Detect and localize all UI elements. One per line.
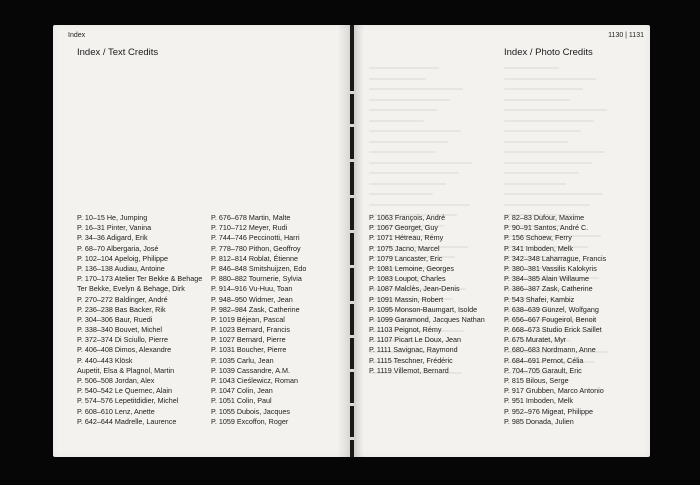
- credit-entry: P. 34–36 Adigard, Erik: [77, 233, 148, 243]
- credit-entry: Ter Bekke, Evelyn & Behage, Dirk: [77, 284, 185, 294]
- credit-entry: P. 1087 Malclès, Jean-Denis: [369, 284, 460, 294]
- credit-entry: P. 744–746 Peccinotti, Harri: [211, 233, 300, 243]
- show-through-line: [504, 151, 605, 153]
- show-through-line: [504, 67, 559, 69]
- credit-entry: P. 304–306 Baur, Ruedi: [77, 314, 153, 324]
- show-through-line: [369, 204, 470, 206]
- show-through-line: [369, 193, 433, 195]
- credit-entry: P. 236–238 Bas Backer, Rik: [77, 304, 166, 314]
- credit-entry: P. 948–950 Widmer, Jean: [211, 294, 293, 304]
- credit-entry: P. 10–15 He, Jumping: [77, 213, 148, 222]
- show-through-line: [369, 162, 472, 164]
- credit-entry: P. 815 Bilous, Serge: [504, 376, 569, 385]
- credit-entry: P. 136–138 Audiau, Antoine: [77, 263, 165, 273]
- left-page: [53, 25, 351, 457]
- credit-entry: P. 951 Imboden, Melk: [504, 396, 573, 406]
- credit-entry: P. 16–31 Pinter, Vanina: [77, 223, 152, 233]
- credit-entry: P. 778–780 Pithon, Geoffroy: [211, 243, 301, 253]
- credit-entry: P. 1051 Colin, Paul: [211, 396, 272, 406]
- credit-entry: P. 704–705 Garault, Eric: [504, 365, 582, 375]
- credit-entry: P. 684–691 Pernot, Célia: [504, 355, 584, 365]
- credit-entry: P. 574–576 Lepetitdidier, Michel: [77, 396, 179, 406]
- credit-entry: P. 440–443 Klösk: [77, 355, 133, 365]
- credit-entry: P. 90–91 Santos, André C.: [504, 223, 589, 233]
- text-credits-column-3: [369, 213, 485, 376]
- credit-entry: P. 812–814 Roblat, Étienne: [211, 253, 298, 263]
- credit-entry: P. 1075 Jacno, Marcel: [369, 243, 440, 253]
- credit-entry: P. 1103 Peignot, Rémy: [369, 325, 442, 335]
- show-through-line: [369, 99, 450, 101]
- credit-entry: P. 82–83 Dufour, Maxime: [504, 213, 585, 222]
- show-through-line: [504, 162, 592, 164]
- credit-entry: P. 914–916 Vu-Huu, Toan: [211, 284, 293, 294]
- credit-entry: P. 1043 Cieślewicz, Roman: [211, 376, 298, 385]
- credit-entry: P. 846–848 Smitshuijzen, Edo: [211, 263, 307, 273]
- credit-entry: P. 917 Grubben, Marco Antonio: [504, 386, 604, 396]
- credit-entry: P. 1081 Lemoine, Georges: [369, 263, 454, 273]
- credit-entry: P. 406–408 Dimos, Alexandre: [77, 345, 172, 355]
- credit-entry: P. 68–70 Albergaria, José: [77, 243, 159, 253]
- credit-entry: P. 1023 Bernard, Francis: [211, 325, 290, 335]
- credit-entry: P. 1059 Excoffon, Roger: [211, 416, 289, 426]
- show-through-line: [369, 151, 435, 153]
- text-credits-column-2: [211, 213, 306, 427]
- show-through-line: [504, 109, 607, 111]
- show-through-line: [504, 78, 596, 80]
- credit-entry: P. 1083 Loupot, Charles: [369, 274, 446, 284]
- credit-entry: P. 638–639 Günzel, Wolfgang: [504, 304, 599, 314]
- show-through-line: [504, 88, 583, 90]
- credit-entry: P. 1063 François, André: [369, 213, 446, 222]
- show-through-line: [369, 120, 424, 122]
- credit-entry: P. 543 Shafei, Kambiz: [504, 294, 575, 304]
- credit-entry: P. 608–610 Lenz, Anette: [77, 406, 155, 416]
- credit-entry: P. 1091 Massin, Robert: [369, 294, 444, 304]
- photo-credits-title: Index / Photo Credits: [504, 47, 593, 58]
- credit-entry: P. 982–984 Zask, Catherine: [211, 304, 300, 314]
- credit-entry: P. 1095 Monson-Baumgart, Isolde: [369, 304, 478, 314]
- credit-entry: P. 156 Schoew, Ferry: [504, 233, 572, 243]
- credit-entry: P. 506–508 Jordan, Alex: [77, 376, 155, 385]
- credit-entry: P. 1019 Béjean, Pascal: [211, 314, 285, 324]
- credit-entry: P. 880–882 Tournerie, Sylvia: [211, 274, 302, 284]
- credit-entry: P. 642–644 Madrelle, Laurence: [77, 416, 177, 426]
- credit-entry: P. 1115 Teschner, Frédéric: [369, 355, 453, 365]
- show-through-line: [504, 204, 590, 206]
- credit-entry: P. 710–712 Meyer, Rudi: [211, 223, 288, 233]
- credit-entry: P. 1055 Dubois, Jacques: [211, 406, 290, 416]
- credit-entry: P. 1039 Cassandre, A.M.: [211, 365, 290, 375]
- credit-entry: P. 668–673 Studio Erick Saillet: [504, 325, 602, 335]
- show-through-line: [504, 193, 603, 195]
- credit-entry: P. 540–542 Le Quernec, Alain: [77, 386, 172, 396]
- credit-entry: P. 1047 Colin, Jean: [211, 386, 273, 396]
- credit-entry: P. 1099 Garamond, Jacques Nathan: [369, 314, 485, 324]
- credit-entry: P. 676–678 Martin, Malte: [211, 213, 291, 222]
- text-credits-title: Index / Text Credits: [77, 47, 159, 58]
- show-through-line: [369, 67, 439, 69]
- show-through-line: [369, 141, 448, 143]
- credit-entry: P. 656–667 Fougeirol, Benoit: [504, 314, 597, 324]
- credit-entry: P. 1111 Savignac, Raymond: [369, 345, 458, 355]
- credit-entry: P. 102–104 Apeloig, Philippe: [77, 253, 168, 263]
- show-through-line: [369, 109, 437, 111]
- credit-entry: P. 342–348 Laharrague, Francis: [504, 253, 607, 263]
- show-through-line: [504, 130, 581, 132]
- show-through-line: [504, 172, 579, 174]
- credit-entry: P. 1027 Bernard, Pierre: [211, 335, 286, 345]
- show-through-line: [369, 88, 463, 90]
- credit-entry: P. 384–385 Alain Willaume: [504, 274, 589, 284]
- running-header-right: 1130 | 1131: [608, 32, 644, 39]
- credit-entry: P. 1107 Picart Le Doux, Jean: [369, 335, 462, 345]
- credit-entry: Aupetit, Elsa & Plagnol, Martin: [77, 365, 175, 375]
- photo-credits-column: [504, 213, 606, 427]
- show-through-line: [504, 183, 566, 185]
- credit-entry: P. 1071 Hétreau, Rémy: [369, 233, 444, 243]
- credit-entry: P. 1031 Boucher, Pierre: [211, 345, 287, 355]
- credit-entry: P. 386–387 Zask, Catherine: [504, 284, 593, 294]
- credit-entry: P. 170–173 Atelier Ter Bekke & Behage: [77, 274, 203, 284]
- running-header-left: Index: [68, 32, 86, 39]
- credit-entry: P. 985 Donada, Julien: [504, 416, 574, 426]
- show-through-line: [504, 141, 568, 143]
- credit-entry: P. 1035 Carlu, Jean: [211, 355, 274, 365]
- show-through-line: [369, 78, 426, 80]
- show-through-line: [504, 99, 570, 101]
- credit-entry: P. 1079 Lancaster, Eric: [369, 253, 443, 263]
- credit-entry: P. 680–683 Nordmann, Anne: [504, 345, 596, 355]
- show-through-line: [369, 172, 459, 174]
- text-credits-column-1: [77, 213, 202, 427]
- credit-entry: P. 341 Imboden, Melk: [504, 243, 573, 253]
- credit-entry: P. 675 Muratet, Myr: [504, 335, 567, 345]
- credit-entry: P. 1067 Georget, Guy: [369, 223, 438, 233]
- show-through-line: [369, 183, 446, 185]
- show-through-line: [504, 120, 594, 122]
- credit-entry: P. 270–272 Baldinger, André: [77, 294, 168, 304]
- credit-entry: P. 372–374 Di Sciullo, Pierre: [77, 335, 168, 345]
- credit-entry: P. 380–381 Vassilis Kalokyris: [504, 263, 597, 273]
- credit-entry: P. 1119 Villemot, Bernard: [369, 365, 449, 375]
- show-through-line: [369, 130, 461, 132]
- open-book: [53, 25, 650, 457]
- credit-entry: P. 338–340 Bouvet, Michel: [77, 325, 162, 335]
- credit-entry: P. 952–976 Migeat, Philippe: [504, 406, 593, 416]
- right-page: [354, 25, 650, 457]
